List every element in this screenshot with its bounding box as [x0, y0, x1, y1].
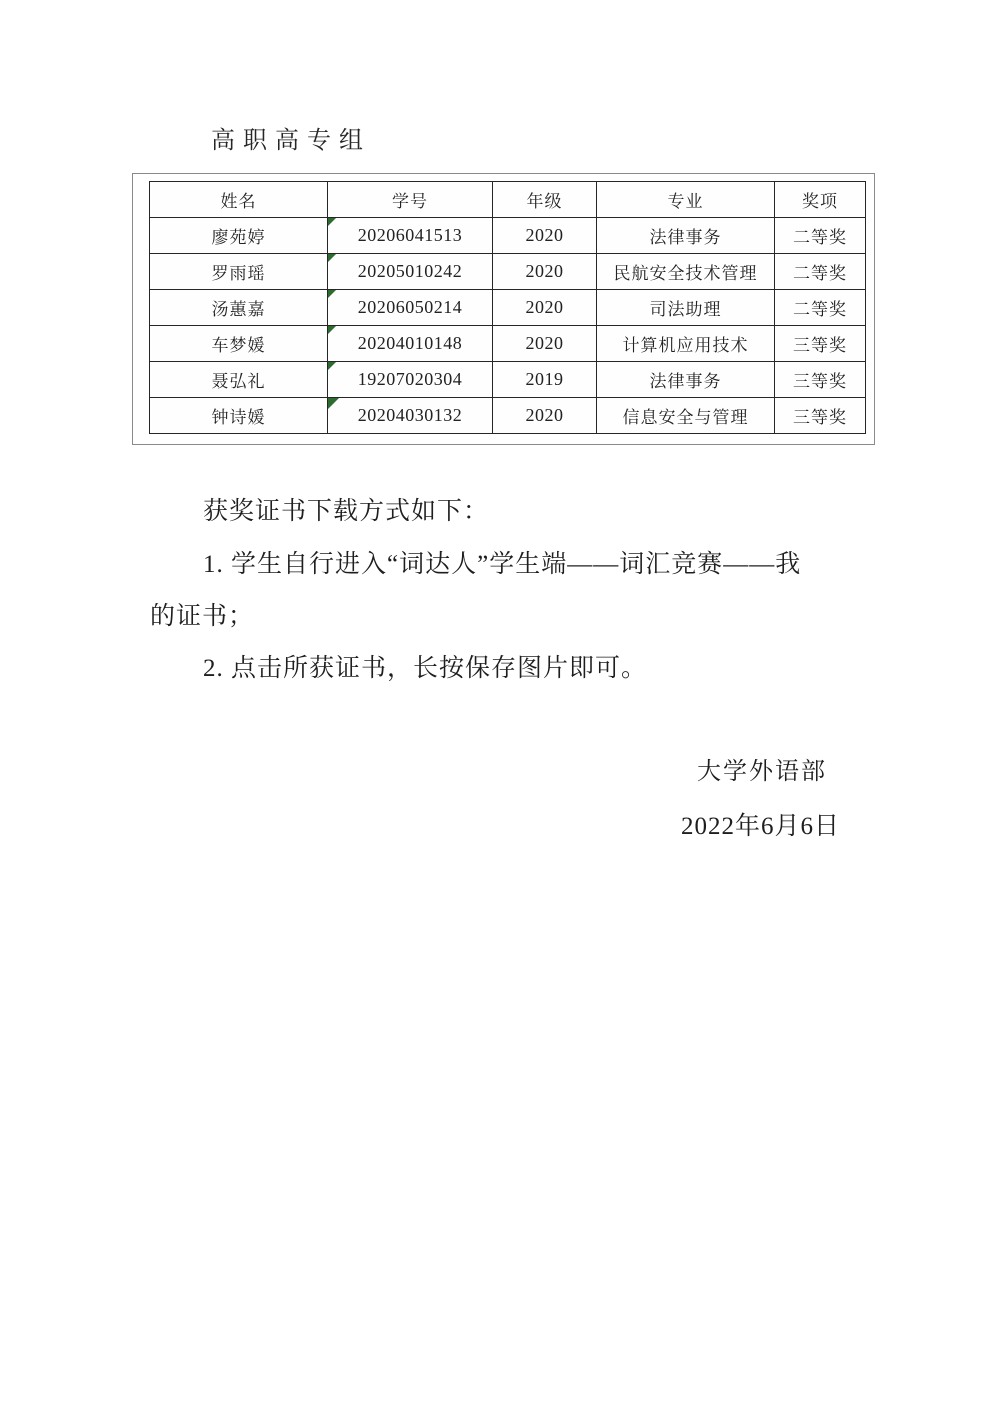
cell-major: 法律事务	[597, 218, 775, 254]
step2-text: 2. 点击所获证书，长按保存图片即可。	[203, 655, 648, 682]
cell-flag-icon	[328, 218, 336, 226]
cell-flag-icon	[328, 362, 336, 370]
cell-student-id	[328, 362, 493, 398]
cell-student-id	[328, 290, 493, 326]
table-header-row	[150, 182, 866, 218]
cell-grade: 2019	[493, 362, 597, 398]
cell-major: 司法助理	[597, 290, 775, 326]
cell-grade: 2020	[493, 398, 597, 434]
cell-student-id	[328, 326, 493, 362]
cell-name: 罗雨瑶	[150, 254, 328, 290]
cell-award: 三等奖	[775, 362, 866, 398]
student-id-value: 20204010148	[357, 333, 463, 353]
cell-student-id	[328, 218, 493, 254]
cell-name: 车梦媛	[150, 326, 328, 362]
cell-award: 三等奖	[775, 326, 866, 362]
step1-text-line2: 的证书；	[150, 603, 255, 630]
student-id-value: 19207020304	[357, 369, 463, 389]
table-row	[150, 362, 866, 398]
student-id-value: 20206041513	[357, 225, 463, 245]
student-id-value: 20206050214	[357, 297, 463, 317]
cell-grade: 2020	[493, 290, 597, 326]
student-id-value: 20204030132	[357, 405, 463, 425]
signature-department: 大学外语部	[697, 759, 827, 785]
cell-major: 法律事务	[597, 362, 775, 398]
table-row	[150, 254, 866, 290]
cell-name: 聂弘礼	[150, 362, 328, 398]
cell-flag-icon	[328, 398, 339, 409]
table-row	[150, 290, 866, 326]
table-row	[150, 218, 866, 254]
cell-grade: 2020	[493, 218, 597, 254]
cell-flag-icon	[328, 254, 336, 262]
cell-award: 二等奖	[775, 218, 866, 254]
cell-flag-icon	[328, 290, 336, 298]
signature-date: 2022年6月6日	[681, 813, 841, 840]
cell-name: 钟诗媛	[150, 398, 328, 434]
student-id-value: 20205010242	[357, 261, 463, 281]
cell-award: 二等奖	[775, 290, 866, 326]
certificate-download-intro: 获奖证书下载方式如下：	[203, 498, 490, 525]
step1-text-line1: 1. 学生自行进入“词达人”学生端——词汇竞赛——我	[203, 551, 802, 578]
header-name: 姓名	[150, 182, 328, 218]
cell-major: 计算机应用技术	[597, 326, 775, 362]
table-row	[150, 326, 866, 362]
cell-student-id	[328, 398, 493, 434]
cell-major: 民航安全技术管理	[597, 254, 775, 290]
header-student-id: 学号	[328, 182, 493, 218]
cell-award: 二等奖	[775, 254, 866, 290]
table-row	[150, 398, 866, 434]
page-title: 高职高专组	[211, 128, 371, 154]
cell-grade: 2020	[493, 254, 597, 290]
cell-name: 汤蕙嘉	[150, 290, 328, 326]
cell-student-id	[328, 254, 493, 290]
header-grade: 年级	[493, 182, 597, 218]
cell-flag-icon	[328, 326, 336, 334]
header-major: 专业	[597, 182, 775, 218]
awards-table-container	[149, 181, 866, 434]
cell-grade: 2020	[493, 326, 597, 362]
cell-major: 信息安全与管理	[597, 398, 775, 434]
header-award: 奖项	[775, 182, 866, 218]
cell-name: 廖苑婷	[150, 218, 328, 254]
awards-table	[149, 181, 866, 434]
cell-award: 三等奖	[775, 398, 866, 434]
